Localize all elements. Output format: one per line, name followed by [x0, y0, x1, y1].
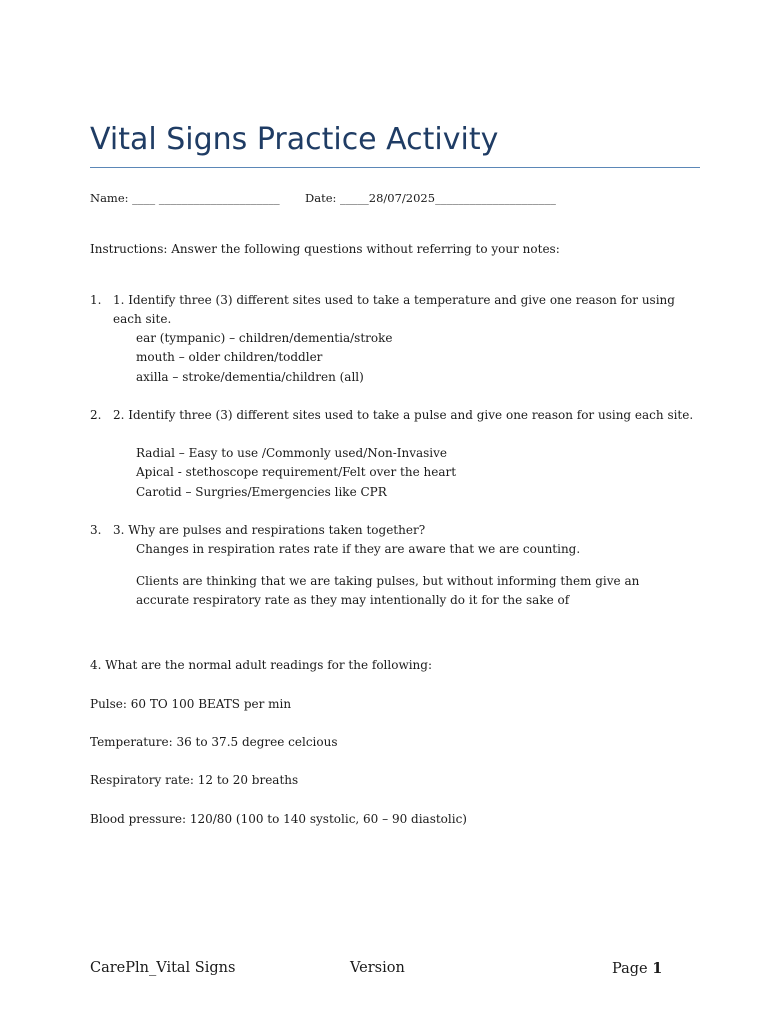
document-title: Vital Signs Practice Activity [90, 122, 499, 157]
question-1-text: 1. Identify three (3) different sites used to take a temperature and give one reason for using each site. [113, 293, 675, 326]
normal-pulse: Pulse: 60 TO 100 BEATS per min [90, 697, 292, 711]
date-field: Date: _____28/07/2025_____________________ [305, 191, 556, 205]
question-2-answer-3: Carotid – Surgries/Emergencies like CPR [136, 485, 387, 499]
question-4-text: 4. What are the normal adult readings for the following: [90, 658, 433, 672]
question-1-number: 1. [90, 293, 102, 307]
question-3-answer-2: Clients are thinking that we are taking pulses, but without informing them give an accurate respiratory rate as they may intentionally do it for the sake of [136, 574, 640, 607]
normal-blood-pressure: Blood pressure: 120/80 (100 to 140 systolic, 60 – 90 diastolic) [90, 812, 467, 826]
footer-version: Version [350, 960, 405, 976]
question-1-answer-2: mouth – older children/toddler [136, 350, 323, 364]
question-2-answer-1: Radial – Easy to use /Commonly used/Non-Invasive [136, 446, 448, 460]
question-1-answer-3: axilla – stroke/dementia/children (all) [136, 370, 364, 384]
question-2-answer-2: Apical - stethoscope requirement/Felt over the heart [136, 465, 457, 479]
question-2-number: 2. [90, 408, 102, 422]
question-2-text: 2. Identify three (3) different sites used to take a pulse and give one reason for using each site. [113, 408, 694, 422]
question-1-answer-1: ear (tympanic) – children/dementia/stroke [136, 331, 393, 345]
footer-page-number: 1 [652, 960, 663, 977]
name-field: Name: ____ _____________________ [90, 191, 280, 205]
normal-temperature: Temperature: 36 to 37.5 degree celcious [90, 735, 338, 749]
question-3-answer-1: Changes in respiration rates rate if they are aware that we are counting. [136, 542, 581, 556]
question-3-number: 3. [90, 523, 102, 537]
instructions-text: Instructions: Answer the following questions without referring to your notes: [90, 242, 560, 256]
normal-respiratory-rate: Respiratory rate: 12 to 20 breaths [90, 773, 299, 787]
question-3-text: 3. Why are pulses and respirations taken together? [113, 523, 426, 537]
title-underline [90, 167, 700, 168]
footer-page [612, 960, 662, 977]
footer-page-label: Page [612, 961, 648, 977]
footer-document-name: CarePln_Vital Signs [90, 960, 236, 976]
